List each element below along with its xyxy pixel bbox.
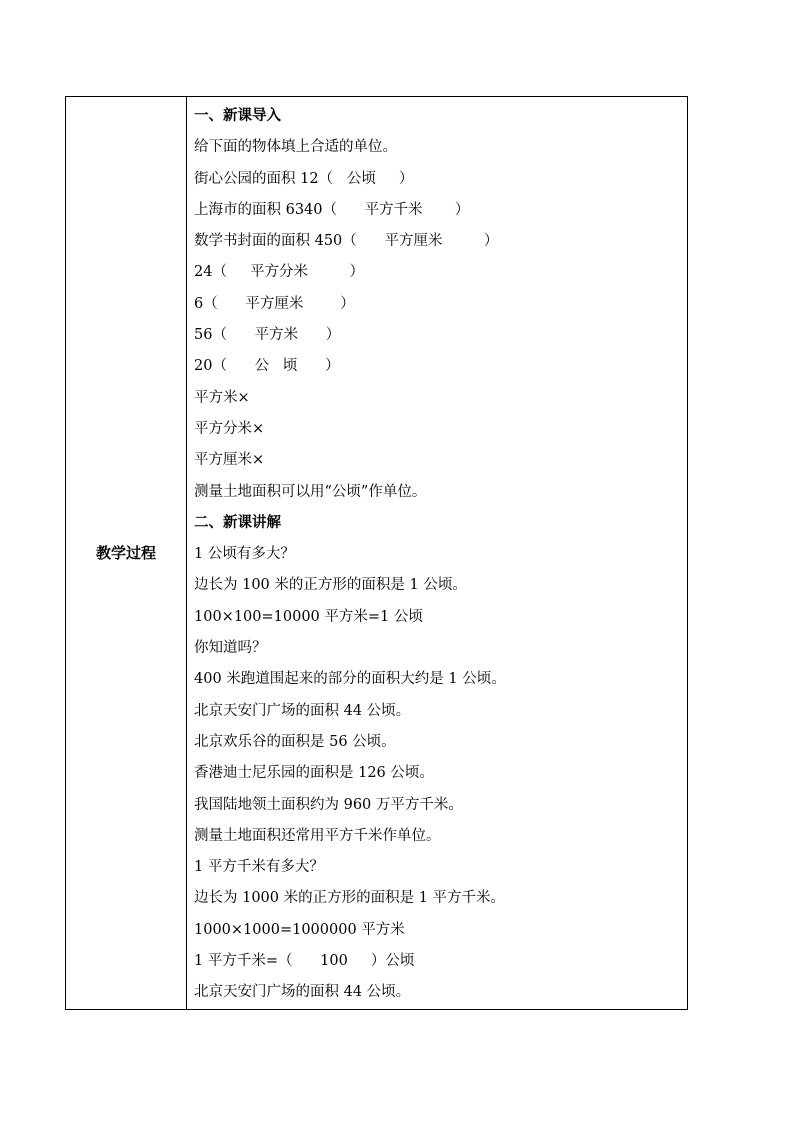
content-line: 香港迪士尼乐园的面积是 126 公顷。 xyxy=(194,765,434,782)
content-line: 100×100=10000 平方米=1 公顷 xyxy=(194,608,423,625)
content-line: 1 平方千米=（ 100 ）公顷 xyxy=(194,953,415,970)
content-line: 上海市的面积 6340（ 平方千米 ） xyxy=(194,201,470,218)
section-heading: 一、新课导入 xyxy=(194,108,281,124)
content-line: 平方分米× xyxy=(194,420,265,437)
content-line: 北京天安门广场的面积 44 公顷。 xyxy=(194,984,411,1001)
table-row xyxy=(66,97,688,1010)
content-line: 平方厘米× xyxy=(194,452,265,469)
section-heading: 二、新课讲解 xyxy=(194,514,281,531)
content-line: 边长为 100 米的正方形的面积是 1 公顷。 xyxy=(194,577,467,594)
content-line: 北京天安门广场的面积 44 公顷。 xyxy=(194,702,411,719)
content-line: 你知道吗？ xyxy=(194,640,267,657)
section-label-cell xyxy=(66,97,187,1010)
content-line: 数学书封面的面积 450（ 平方厘米 ） xyxy=(194,233,499,250)
content-line: 北京欢乐谷的面积是 56 公顷。 xyxy=(194,733,396,750)
content-line: 我国陆地领土面积约为 960 万平方千米。 xyxy=(194,796,463,813)
content-line: 1 公顷有多大？ xyxy=(194,546,295,563)
content-line: 400 米跑道围起来的部分的面积大约是 1 公顷。 xyxy=(194,671,506,688)
lesson-plan-table xyxy=(65,96,688,1010)
content-line: 20（ 公 顷 ） xyxy=(194,358,340,375)
content-line: 1000×1000=1000000 平方米 xyxy=(194,921,405,938)
section-label: 教学过程 xyxy=(95,544,156,563)
content-line: 边长为 1000 米的正方形的面积是 1 平方千米。 xyxy=(194,890,506,907)
content-cell xyxy=(187,97,688,1010)
content-line: 6（ 平方厘米 ） xyxy=(194,295,355,312)
content-line: 1 平方千米有多大？ xyxy=(194,859,324,876)
content-lines xyxy=(187,97,687,1009)
content-line: 24（ 平方分米 ） xyxy=(194,264,364,281)
content-line: 测量土地面积还常用平方千米作单位。 xyxy=(194,827,441,844)
content-line: 测量土地面积可以用“公顷”作单位。 xyxy=(194,483,427,500)
content-line: 给下面的物体填上合适的单位。 xyxy=(194,139,397,156)
content-line: 街心公园的面积 12（ 公顷 ） xyxy=(194,170,414,187)
content-line: 56（ 平方米 ） xyxy=(194,327,341,344)
content-line: 平方米× xyxy=(194,389,250,406)
